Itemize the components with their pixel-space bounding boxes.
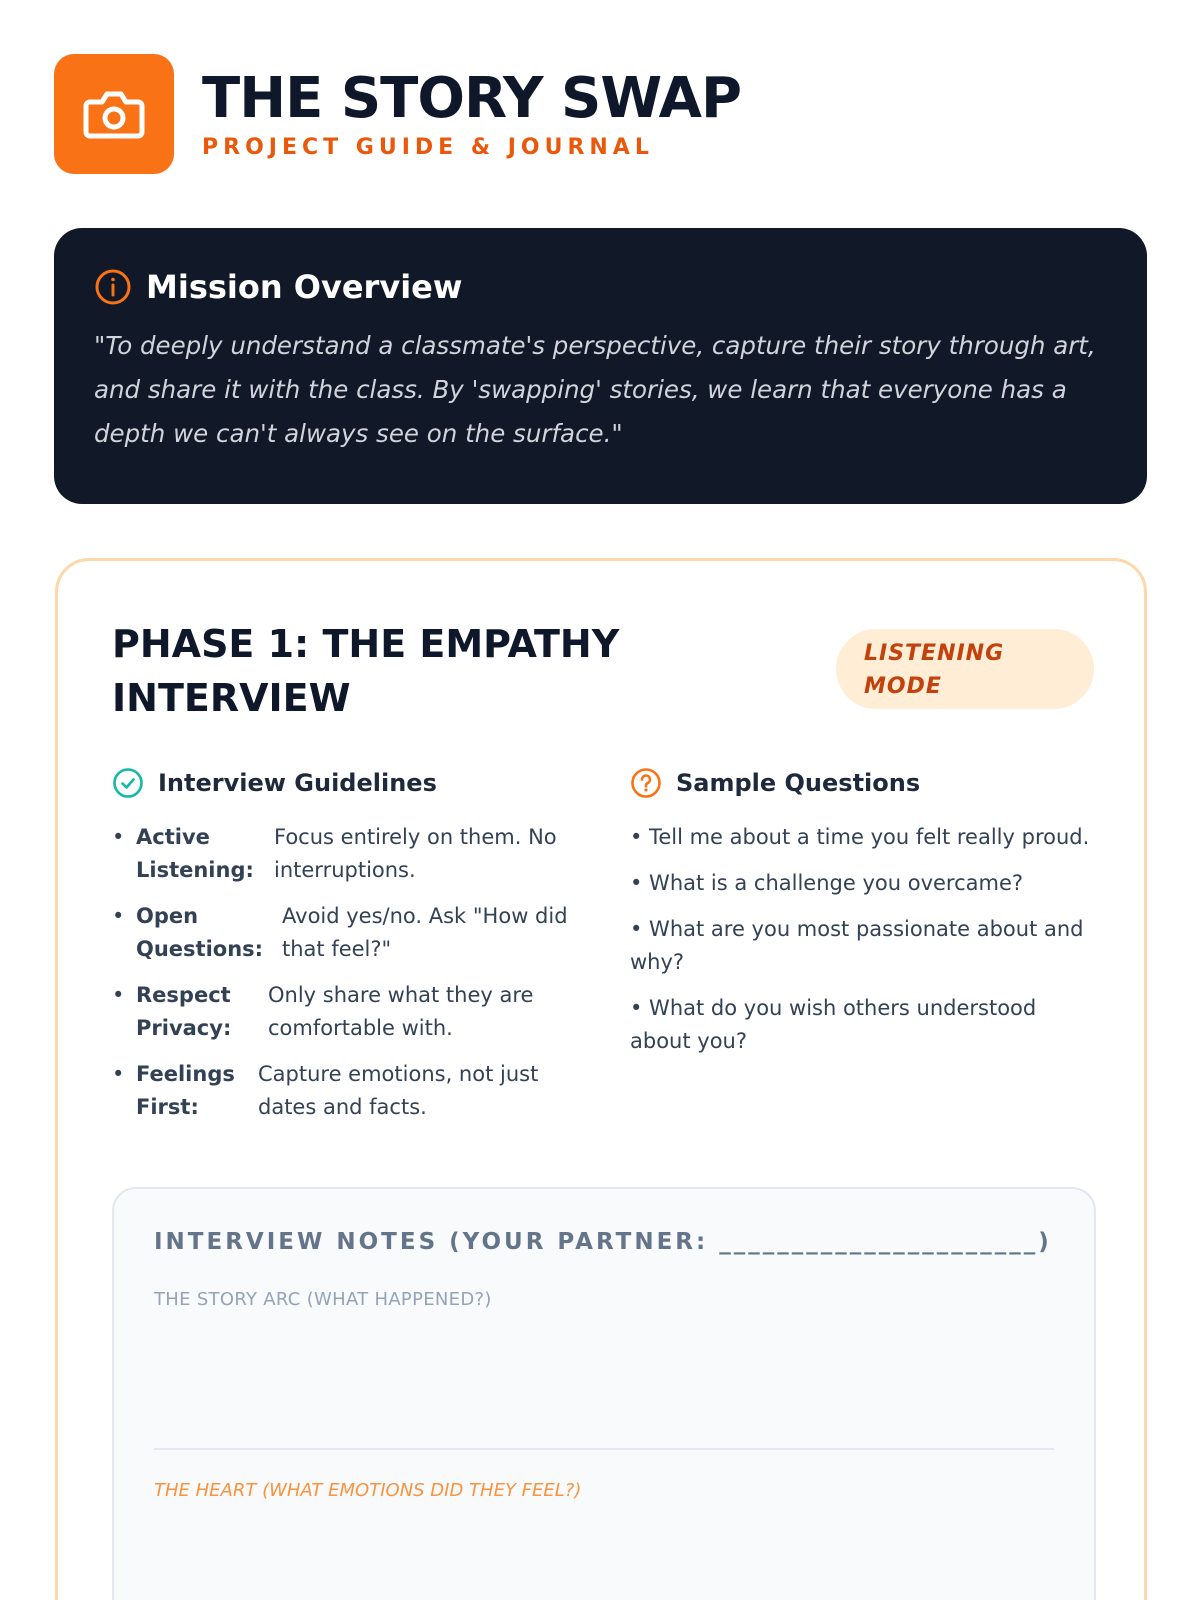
guideline-label: Open Questions:: [136, 904, 264, 961]
guideline-text: Avoid yes/no. Ask "How did that feel?": [282, 904, 568, 961]
guideline-label: Respect Privacy:: [136, 983, 232, 1040]
mission-quote: "To deeply understand a classmate's perspective, capture their story through art, and share it with the class. By 'swapping' stories, we learn that everyone has a depth we can't always see on the surface.": [94, 331, 1096, 448]
bullet: •: [112, 1062, 125, 1086]
page-subtitle: PROJECT GUIDE & JOURNAL: [202, 134, 654, 160]
mission-title: Mission Overview: [146, 268, 463, 306]
logo: [54, 54, 174, 174]
bullet: •: [112, 904, 125, 928]
guideline-text: Focus entirely on them. No interruptions.: [274, 825, 557, 882]
check-circle-icon: [112, 767, 144, 799]
page-header: [54, 54, 741, 174]
list-item: • What is a challenge you overcame?: [630, 871, 1024, 895]
mode-badge: LISTENING MODE: [836, 629, 1094, 709]
story-arc-writing-area[interactable]: [154, 1310, 1054, 1450]
page-title: THE STORY SWAP: [202, 65, 742, 131]
story-arc-label: THE STORY ARC (WHAT HAPPENED?): [154, 1289, 492, 1310]
list-item: • What do you wish others understood about you?: [630, 996, 1037, 1053]
interview-guidelines: [112, 767, 582, 1137]
guideline-text: Only share what they are comfortable with.: [268, 983, 534, 1040]
guideline-label: Active Listening:: [136, 825, 254, 882]
list-item: [112, 900, 582, 966]
list-item: [112, 979, 582, 1045]
notes-title: INTERVIEW NOTES (YOUR PARTNER: ______________________): [154, 1229, 1052, 1255]
sample-questions: [630, 767, 1100, 1071]
list-item: • Tell me about a time you felt really proud.: [630, 825, 1090, 849]
questions-heading: Sample Questions: [676, 769, 921, 797]
list-item: • What are you most passionate about and why?: [630, 917, 1084, 974]
phase-title: PHASE 1: THE EMPATHY INTERVIEW: [112, 622, 620, 720]
question-circle-icon: [630, 767, 662, 799]
list-item: [112, 821, 582, 887]
interview-notes: [112, 1187, 1096, 1600]
bullet: •: [112, 825, 125, 849]
info-icon: [94, 268, 132, 306]
guideline-text: Capture emotions, not just dates and facts.: [258, 1062, 539, 1119]
bullet: •: [112, 983, 125, 1007]
heart-label: THE HEART (WHAT EMOTIONS DID THEY FEEL?): [154, 1480, 582, 1501]
mission-overview-card: [54, 228, 1147, 504]
guidelines-heading: Interview Guidelines: [158, 769, 437, 797]
guideline-label: Feelings First:: [136, 1062, 235, 1119]
list-item: [112, 1058, 582, 1124]
phase-1-card: [55, 558, 1147, 1600]
camera-icon: [82, 86, 146, 142]
